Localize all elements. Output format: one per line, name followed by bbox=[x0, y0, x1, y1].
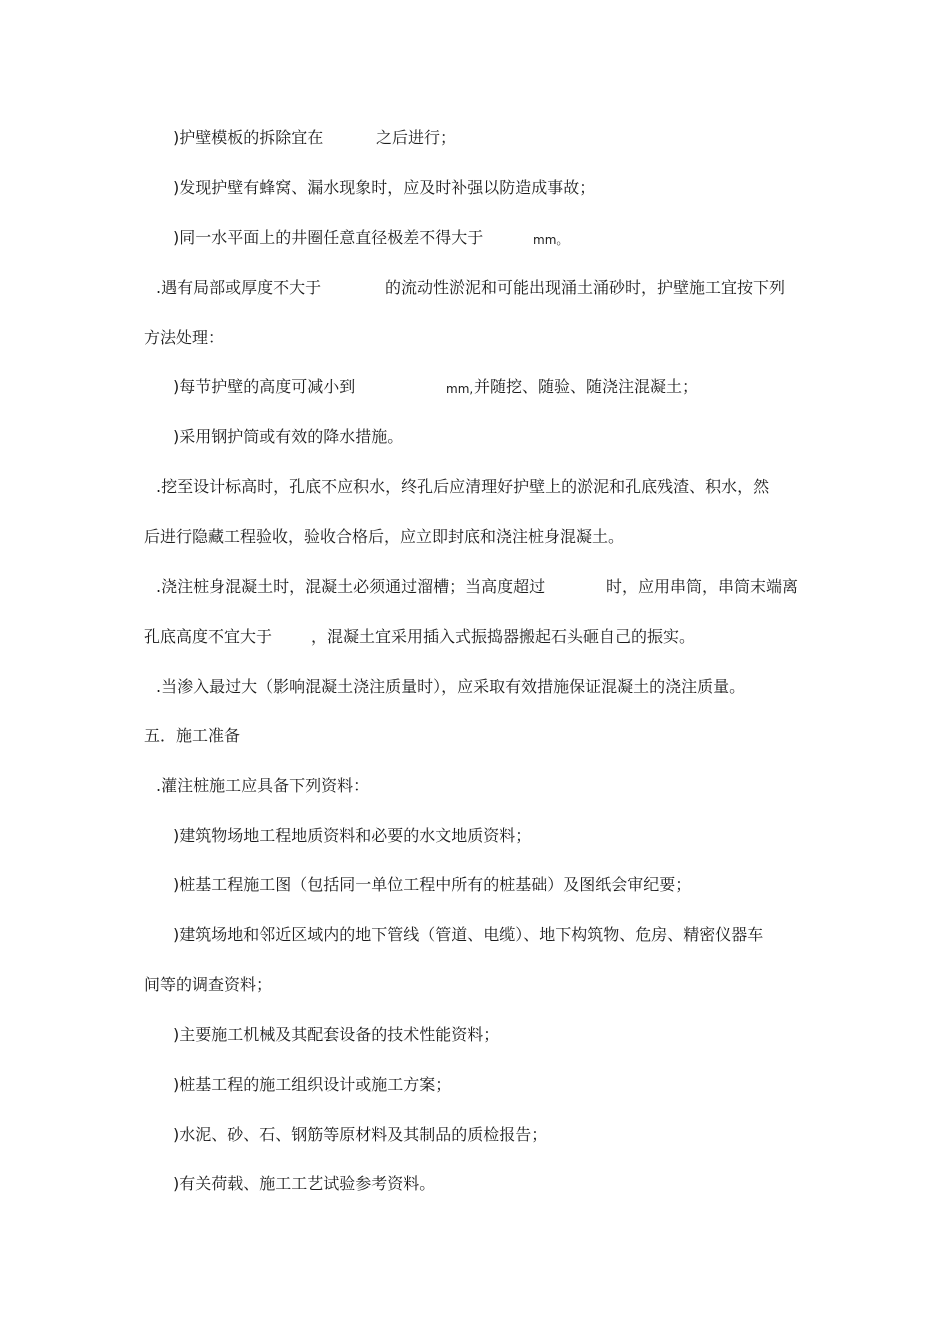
section-heading: 五．施工准备 bbox=[144, 726, 241, 745]
text-line-9: 后进行隐藏工程验收，验收合格后，应立即封底和浇注桩身混凝土。 bbox=[144, 527, 625, 546]
text-segment: )每节护壁的高度可减小到 bbox=[173, 377, 356, 396]
text-line-19: )主要施工机械及其配套设备的技术性能资料； bbox=[173, 1025, 500, 1044]
text-segment: )护壁模板的拆除宜在 bbox=[173, 128, 324, 147]
text-segment: .浇注桩身混凝土时，混凝土必须通过溜槽；当高度超过 bbox=[156, 577, 546, 596]
unit-label: mm。 bbox=[533, 233, 569, 247]
text-segment: 孔底高度不宜大于 bbox=[144, 627, 273, 646]
text-line-17: )建筑场地和邻近区域内的地下管线（管道、电缆）、地下构筑物、危房、精密仪器车 bbox=[173, 925, 764, 944]
text-line-22: )有关荷载、施工工艺试验参考资料。 bbox=[173, 1174, 436, 1193]
text-line-14: .灌注桩施工应具备下列资料： bbox=[156, 776, 370, 795]
text-line-21: )水泥、砂、石、钢筋等原材料及其制品的质检报告； bbox=[173, 1125, 548, 1144]
text-line-7: )采用钢护筒或有效的降水措施。 bbox=[173, 427, 404, 446]
text-line-15: )建筑物场地工程地质资料和必要的水文地质资料； bbox=[173, 826, 532, 845]
text-segment: 之后进行； bbox=[376, 128, 457, 147]
unit-label: mm, bbox=[446, 382, 474, 396]
text-line-5: 方法处理： bbox=[144, 328, 225, 347]
text-segment: )同一水平面上的井圈任意直径极差不得大于 bbox=[173, 228, 484, 247]
text-segment: .遇有局部或厚度不大于 bbox=[156, 278, 322, 297]
text-line-12: .当渗入最过大（影响混凝土浇注质量时），应采取有效措施保证混凝土的浇注质量。 bbox=[156, 677, 746, 696]
text-segment: 时，应用串筒，串筒末端离 bbox=[606, 577, 799, 596]
text-line-2: )发现护壁有蜂窝、漏水现象时，应及时补强以防造成事故； bbox=[173, 178, 596, 197]
text-segment: 并随挖、随验、随浇注混凝土； bbox=[474, 377, 699, 396]
text-segment: 的流动性淤泥和可能出现涌土涌砂时，护壁施工宜按下列 bbox=[385, 278, 786, 297]
text-segment: ，混凝土宜采用插入式振捣器搬起石头砸自己的振实。 bbox=[311, 627, 696, 646]
text-line-8: .挖至设计标高时，孔底不应积水，终孔后应清理好护壁上的淤泥和孔底残渣、积水，然 bbox=[156, 477, 770, 496]
text-line-16: )桩基工程施工图（包括同一单位工程中所有的桩基础）及图纸会审纪要； bbox=[173, 875, 692, 894]
text-line-18: 间等的调查资料； bbox=[144, 975, 273, 994]
text-line-20: )桩基工程的施工组织设计或施工方案； bbox=[173, 1075, 452, 1094]
